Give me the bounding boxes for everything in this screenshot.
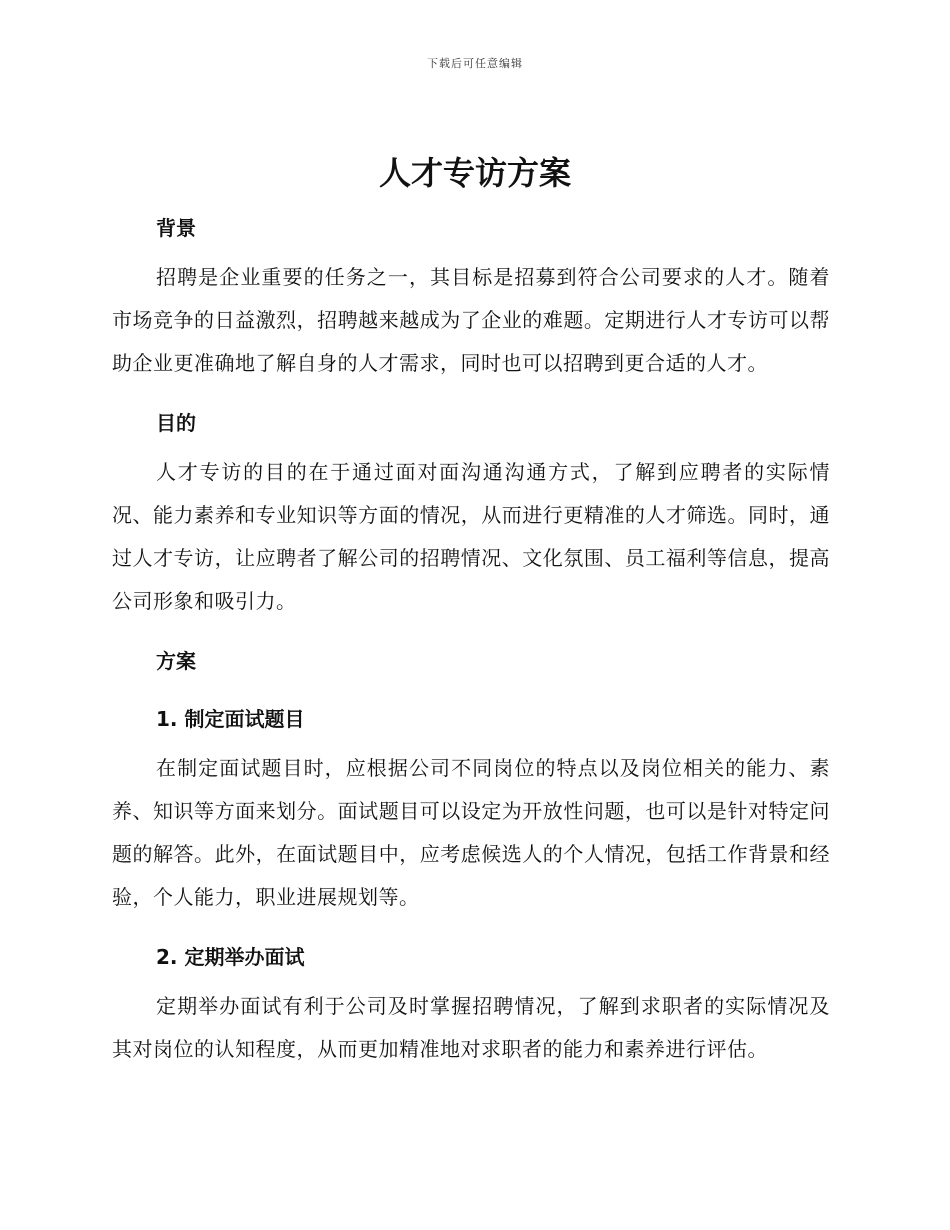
section-heading-purpose: 目的 — [156, 411, 196, 435]
section-paragraph-purpose: 人才专访的目的在于通过面对面沟通沟通方式，了解到应聘者的实际情况、能力素养和专业知识等方面的情况，从而进行更精准的人才筛选。同时，通过人才专访，让应聘者了解公司的招聘情况、文化氛围、员工福利等信息，提高公司形象和吸引力。 — [112, 460, 830, 613]
section-paragraph-interview-questions: 在制定面试题目时，应根据公司不同岗位的特点以及岗位相关的能力、素养、知识等方面来划分。面试题目可以设定为开放性问题，也可以是针对特定问题的解答。此外，在面试题目中，应考虑候选人的个人情况，包括工作背景和经验，个人能力，职业进展规划等。 — [112, 756, 830, 909]
page-header-note: 下载后可任意编辑 — [427, 57, 523, 70]
section-paragraph-regular-interviews: 定期举办面试有利于公司及时掌握招聘情况，了解到求职者的实际情况及其对岗位的认知程度，从而更加精准地对求职者的能力和素养进行评估。 — [112, 994, 830, 1061]
section-heading-plan: 方案 — [156, 649, 196, 673]
section-heading-interview-questions: 1. 制定面试题目 — [156, 707, 305, 731]
section-paragraph-background: 招聘是企业重要的任务之一，其目标是招募到符合公司要求的人才。随着市场竞争的日益激烈，招聘越来越成为了企业的难题。定期进行人才专访可以帮助企业更准确地了解自身的人才需求，同时也可以招聘到更合适的人才。 — [112, 265, 830, 375]
section-heading-background: 背景 — [156, 216, 196, 240]
document-body — [112, 200, 830, 1071]
section-heading-regular-interviews: 2. 定期举办面试 — [156, 945, 305, 969]
document-title: 人才专访方案 — [378, 154, 571, 192]
